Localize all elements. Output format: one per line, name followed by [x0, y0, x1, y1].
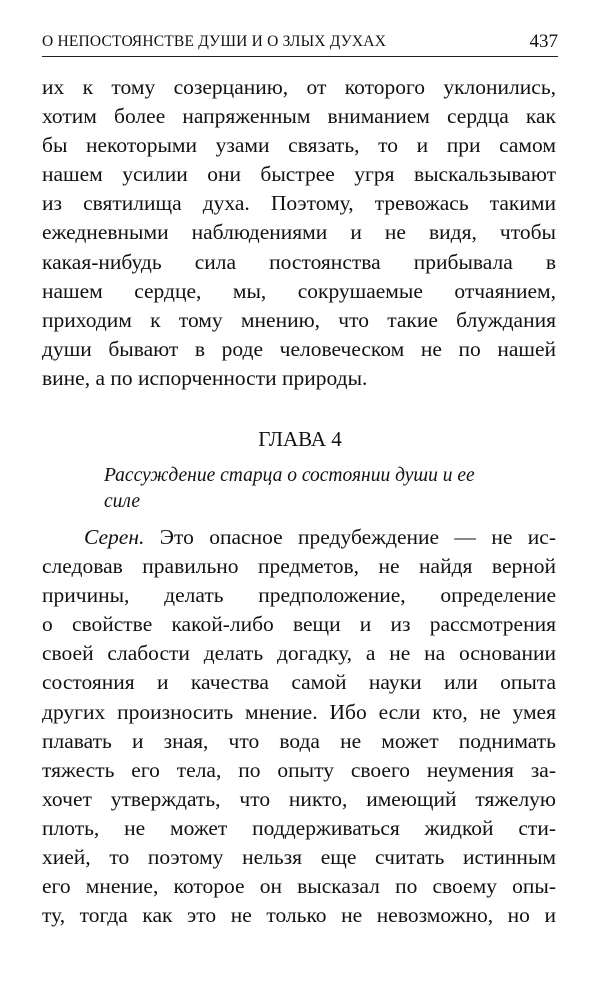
text-line: из святилища духа. Поэтому, тревожась такими: [42, 191, 556, 216]
text-line: о свойстве какой-либо вещи и из рассмотрения: [42, 612, 556, 637]
text-line: плавать и зная, что вода не может поднимать: [42, 728, 556, 753]
page-number: 437: [529, 31, 558, 52]
text-line: нашем усилии они быстрее угря выскальзывают: [42, 162, 556, 187]
text-line: какая-нибудь сила постоянства прибывала в: [42, 249, 556, 274]
text-line: следовав правильно предметов, не найдя верной: [42, 554, 556, 579]
text-line: приходим к тому мнению, что такие блуждания: [42, 307, 556, 332]
text-line: ту, тогда как это не только не невозможно, но и: [42, 903, 556, 928]
text-line: их к тому созерцанию, от которого уклонились,: [42, 75, 556, 99]
speaker-name: Серен.: [84, 525, 145, 549]
chapter-heading: ГЛАВА 4: [258, 427, 342, 451]
text-line: души бывают в роде человеческом не по нашей: [42, 336, 556, 361]
text-line: плоть, не может поддерживаться жидкой сти-: [42, 815, 556, 840]
text-line: тяжесть его тела, по опыту своего неумения за-: [42, 757, 556, 782]
text-line: других произносить мнение. Ибо если кто, не умея: [42, 699, 556, 724]
text-line: ежедневными наблюдениями и не видя, чтобы: [42, 220, 556, 245]
text-line: хотим более напряженным вниманием сердца как: [42, 104, 556, 129]
paragraph-top: [42, 73, 556, 393]
chapter-subtitle: [104, 463, 524, 515]
text-line: состояния и качества самой науки или опыта: [42, 670, 556, 695]
running-head-title: О НЕПОСТОЯНСТВЕ ДУШИ И О ЗЛЫХ ДУХАХ: [42, 33, 387, 50]
subtitle-line: Рассуждение старца о состоянии души и ее: [104, 465, 475, 486]
text-line: своей слабости делать догадку, а не на основании: [42, 641, 556, 666]
text-line: его мнение, которое он высказал по своему опы-: [42, 874, 556, 899]
text-line: бы некоторыми узами связать, то и при самом: [42, 133, 556, 158]
text-line: хией, то поэтому нельзя еще считать истинным: [42, 845, 556, 870]
text-line: причины, делать предположение, определение: [42, 583, 556, 608]
text-line: нашем сердце, мы, сокрушаемые отчаянием,: [42, 278, 556, 303]
subtitle-line: силе: [104, 491, 141, 512]
text-line: хочет утверждать, что никто, имеющий тяжелую: [42, 786, 556, 811]
text-line-rest: Это опасное предубеждение — не ис-: [144, 525, 556, 549]
text-line-first: [42, 523, 556, 552]
text-line: вине, а по испорченности природы.: [42, 365, 368, 390]
running-head: [42, 30, 558, 57]
paragraph-bottom: [42, 523, 556, 930]
